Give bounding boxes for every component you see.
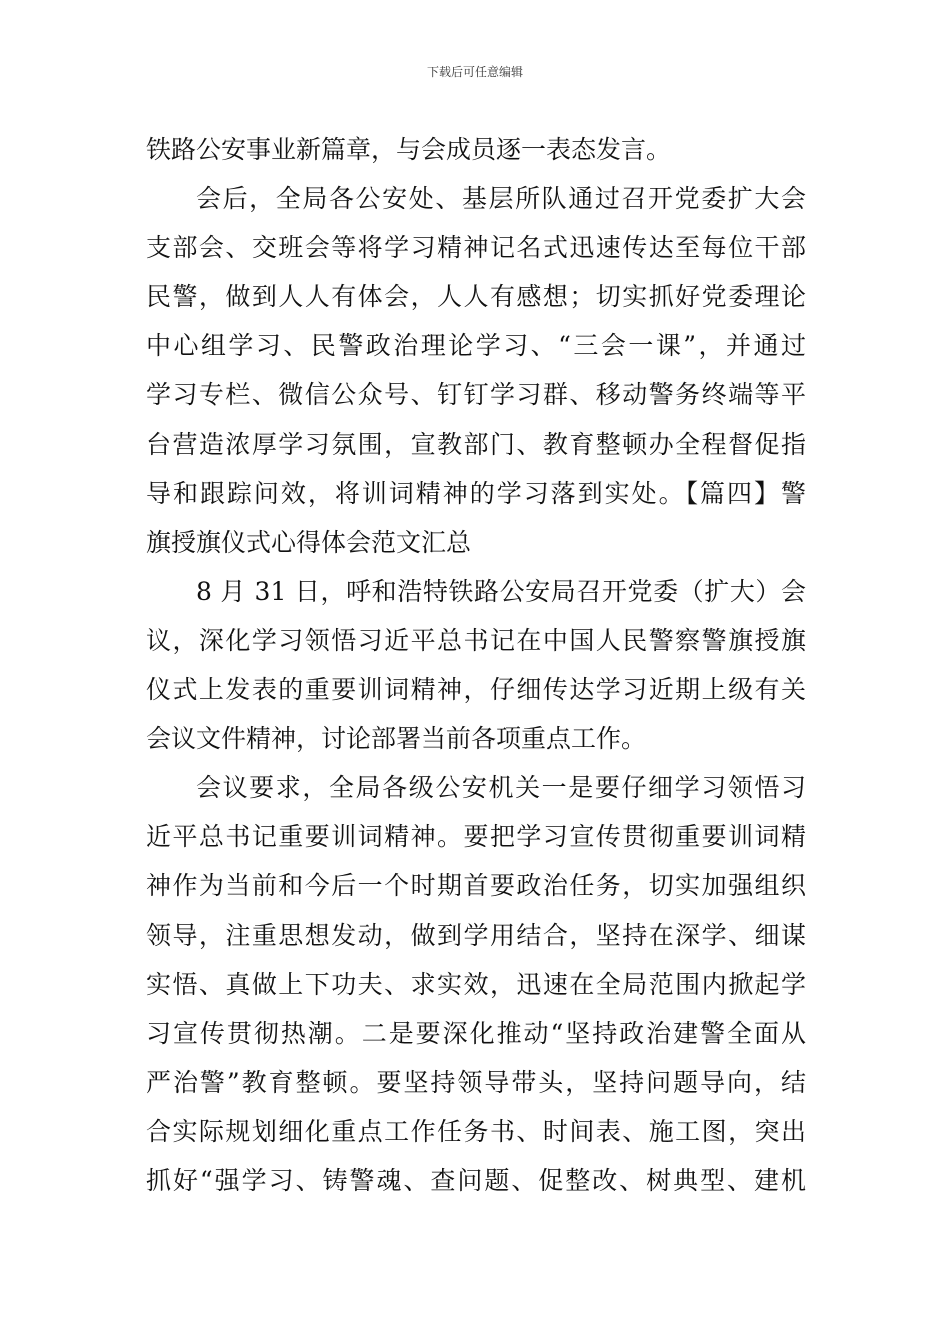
text-line: 学习专栏、微信公众号、钉钉学习群、移动警务终端等平 — [146, 380, 806, 410]
text-line: 台营造浓厚学习氛围，宣教部门、教育整顿办全程督促指 — [146, 429, 806, 459]
text-line: 领导，注重思想发动，做到学用结合，坚持在深学、细谋 — [146, 920, 806, 950]
text-line: 神作为当前和今后一个时期首要政治任务，切实加强组织 — [146, 871, 806, 901]
document-body — [146, 125, 806, 1205]
text-line: 习宣传贯彻热潮。二是要深化推动“坚持政治建警全面从 — [146, 1018, 806, 1048]
text-line: 会议文件精神，讨论部署当前各项重点工作。 — [146, 724, 647, 754]
text-line: 近平总书记重要训词精神。要把学习宣传贯彻重要训词精 — [146, 822, 806, 852]
text-line: 严治警”教育整顿。要坚持领导带头，坚持问题导向，结 — [146, 1067, 806, 1097]
text-line: 支部会、交班会等将学习精神记名式迅速传达至每位干部 — [146, 233, 806, 263]
text-line: 旗授旗仪式心得体会范文汇总 — [146, 527, 472, 557]
text-line: 8 月 31 日，呼和浩特铁路公安局召开党委（扩大）会 — [196, 576, 806, 606]
text-line: 中心组学习、民警政治理论学习、“三会一课”，并通过 — [146, 331, 806, 361]
text-line: 仪式上发表的重要训词精神，仔细传达学习近期上级有关 — [146, 675, 806, 705]
text-line: 实悟、真做上下功夫、求实效，迅速在全局范围内掀起学 — [146, 969, 806, 999]
text-line: 会议要求，全局各级公安机关一是要仔细学习领悟习 — [196, 773, 806, 803]
text-line: 抓好“强学习、铸警魂、查问题、促整改、树典型、建机 — [146, 1165, 806, 1195]
text-line: 会后，全局各公安处、基层所队通过召开党委扩大会 — [196, 184, 806, 214]
text-line: 铁路公安事业新篇章，与会成员逐一表态发言。 — [146, 135, 672, 164]
text-line: 民警，做到人人有体会，人人有感想；切实抓好党委理论 — [146, 282, 806, 312]
text-line: 议，深化学习领悟习近平总书记在中国人民警察警旗授旗 — [146, 625, 806, 655]
text-line: 合实际规划细化重点工作任务书、时间表、施工图，突出 — [146, 1116, 806, 1146]
text-line: 导和跟踪问效，将训词精神的学习落到实处。【篇四】警 — [146, 478, 806, 508]
page-header: 下载后可任意编辑 — [426, 65, 523, 79]
